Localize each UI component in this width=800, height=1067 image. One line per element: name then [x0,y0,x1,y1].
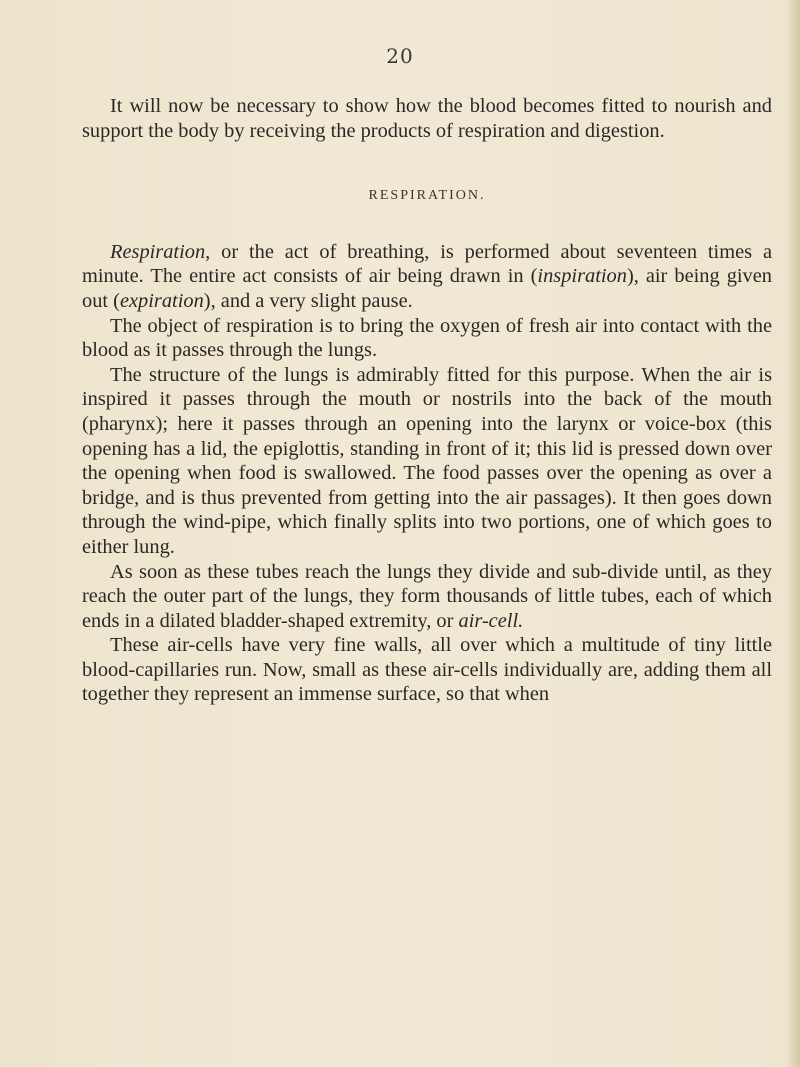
para4-text-a: As soon as these tubes reach the lungs they divide and sub-divide until, as they reach the outer part of the lungs, they form thousands of little tubes, each of which ends in a dilated bladder-shaped extremity, or [82,560,772,632]
term-inspiration: inspiration [537,265,627,288]
term-air-cell: air-cell. [458,609,524,632]
page-edge-shadow [786,0,800,1067]
para1-text-a: or the act of breathing, is performed about seventeen times a minute. The entire act consists of air being drawn in ( [82,240,772,288]
paragraph-air-cell-walls: These air-cells have very fine walls, all over which a multitude of tiny little blood-capillaries run. Now, small as these air-cells individually are, adding them all together they represent an immense surface, so that when [82,634,772,706]
term-respiration: Respiration, [110,240,211,263]
para1-text-c: ), and a very slight pause. [203,289,413,312]
para1-text-b: ), air being given out ( [82,265,772,312]
intro-paragraph: It will now be necessary to show how the blood becomes fitted to nourish and support the body by receiving the products of respiration and digestion. [82,95,772,142]
term-expiration: expiration [119,289,204,312]
section-heading: RESPIRATION. [368,188,486,204]
page-number: 20 [386,44,414,68]
body-text [82,94,772,707]
paragraph-lung-structure: The structure of the lungs is admirably fitted for this purpose. When the air is inspired it passes through the mouth or nostrils into the back of the mouth (pharynx); here it passes through an opening into the larynx or voice-box (this opening has a lid, the epiglottis, standing in front of it; this lid is pressed down over the opening when food is swallowed. The food passes over the opening as over a bridge, and is thus prevented from getting into the air passages). It then goes down through the wind-pipe, which finally splits into two portions, one of which goes to either lung. [82,363,772,558]
paragraph-respiration-definition [82,240,772,314]
paragraph-air-cells [82,560,772,634]
paragraph-respiration-object: The object of respiration is to bring the oxygen of fresh air into contact with the blood as it passes through the lungs. [82,314,772,362]
